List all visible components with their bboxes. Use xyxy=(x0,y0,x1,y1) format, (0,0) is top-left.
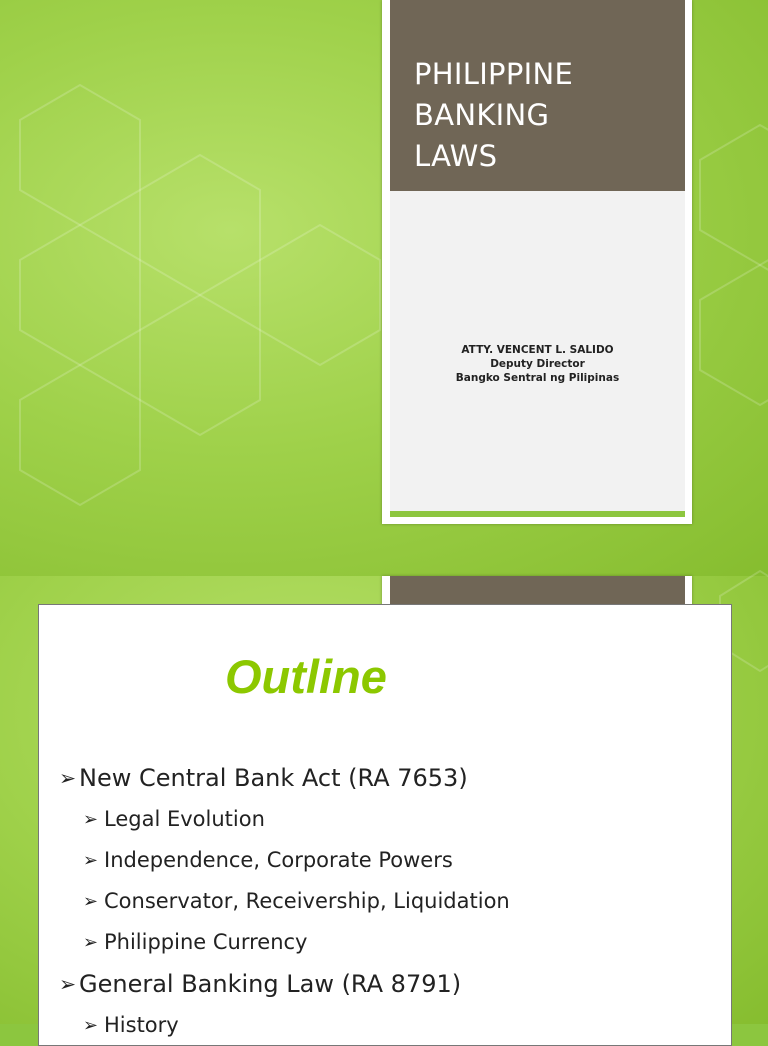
list-item-text: History xyxy=(104,1013,179,1037)
outline-heading: Outline xyxy=(225,650,387,703)
title-box xyxy=(390,0,685,191)
title-line-3: LAWS xyxy=(414,139,498,173)
arrow-bullet-icon: ➢ xyxy=(83,891,98,912)
arrow-bullet-icon: ➢ xyxy=(83,850,98,871)
title-card xyxy=(382,0,692,524)
arrow-bullet-icon: ➢ xyxy=(59,766,77,790)
list-item xyxy=(59,840,510,881)
content-panel xyxy=(38,604,732,1046)
arrow-bullet-icon: ➢ xyxy=(83,1015,98,1036)
list-item-text: General Banking Law (RA 8791) xyxy=(79,970,462,998)
title-line-1: PHILIPPINE xyxy=(414,57,574,91)
list-item xyxy=(59,757,510,799)
outline-list xyxy=(59,757,510,1046)
list-item-text: Independence, Corporate Powers xyxy=(104,848,453,872)
list-item xyxy=(59,881,510,922)
slide-title xyxy=(414,54,573,177)
list-item xyxy=(59,963,510,1005)
author-organization: Bangko Sentral ng Pilipinas xyxy=(455,372,620,384)
arrow-bullet-icon: ➢ xyxy=(83,809,98,830)
list-item xyxy=(59,1005,510,1046)
list-item-text: Legal Evolution xyxy=(104,807,265,831)
arrow-bullet-icon: ➢ xyxy=(83,932,98,953)
list-item-text: Conservator, Receivership, Liquidation xyxy=(104,889,510,913)
author-name: ATTY. VENCENT L. SALIDO xyxy=(461,344,614,356)
author-position: Deputy Director xyxy=(490,358,585,370)
list-item-text: New Central Bank Act (RA 7653) xyxy=(79,764,468,792)
outline-slide xyxy=(0,576,768,1037)
title-line-2: BANKING xyxy=(414,98,550,132)
arrow-bullet-icon: ➢ xyxy=(59,972,77,996)
author-block xyxy=(390,343,685,385)
list-item xyxy=(59,922,510,963)
list-item-text: Philippine Currency xyxy=(104,930,308,954)
green-accent-bar xyxy=(390,511,685,517)
list-item xyxy=(59,799,510,840)
